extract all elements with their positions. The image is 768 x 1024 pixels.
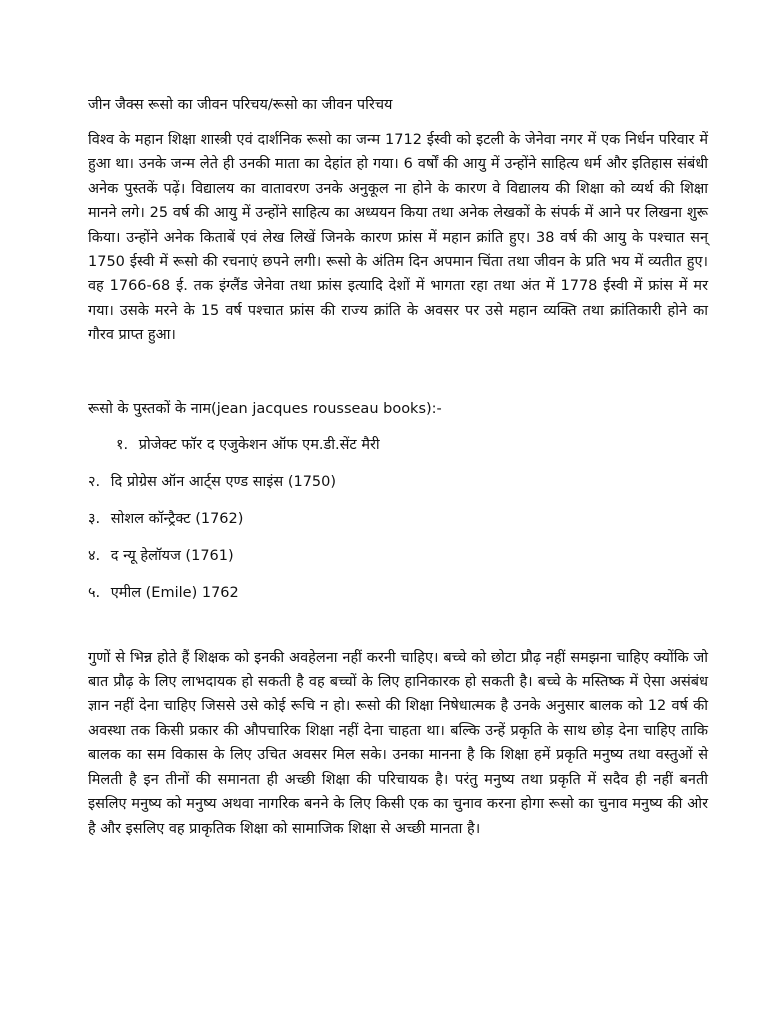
document-title: जीन जैक्स रूसो का जीवन परिचय/रूसो का जीवन परिचय (88, 97, 393, 113)
biography-paragraph: विश्व के महान शिक्षा शास्त्री एवं दार्शनिक रूसो का जन्म 1712 ईस्वी को इटली के जेनेवा नगर में एक निर्धन परिवार में हुआ था। उनके जन्म लेते ही उनकी माता का देहांत हो गया। 6 वर्षों की आयु में उन्होंने साहित्य धर्म और इतिहास संबंधी अनेक पुस्तकें पढ़ें। विद्यालय का वातावरण उनके अनुकूल ना होने के कारण वे विद्यालय की शिक्षा को व्यर्थ की शिक्षा मानने लगे। 25 वर्ष की आयु में उन्होंने साहित्य का अध्ययन किया तथा अनेक लेखकों के संपर्क में आने पर लिखना शुरू किया। उन्होंने अनेक किताबें एवं लेख लिखें जिनके कारण फ्रांस में महान क्रांति हुए। 38 वर्ष की आयु के पश्चात सन् 1750 ईस्वी में रूसो की रचनाएं छपने लगी। रूसो के अंतिम दिन अपमान चिंता तथा जीवन के प्रति भय में व्यतीत हुए। वह 1766-68 ई. तक इंग्लैंड जेनेवा तथा फ्रांस इत्यादि देशों में भागता रहा तथा अंत में 1778 ईस्वी में फ्रांस में मर गया। उसके मरने के 15 वर्ष पश्चात फ्रांस की राज्य क्रांति के अवसर पर उसे महान व्यक्ति तथा क्रांतिकारी होने का गौरव प्राप्त हुआ। (88, 132, 708, 344)
book-number: ३. (88, 510, 101, 527)
book-title: एमील (Emile) 1762 (110, 584, 239, 601)
book-number: ४. (88, 547, 101, 564)
book-number: ५. (88, 584, 101, 601)
book-item (88, 434, 708, 456)
book-item (88, 545, 708, 567)
education-philosophy-paragraph: गुणों से भिन्न होते हैं शिक्षक को इनकी अवहेलना नहीं करनी चाहिए। बच्चे को छोटा प्रौढ़ नहीं समझना चाहिए क्योंकि जो बात प्रौढ़ के लिए लाभदायक हो सकती है वह बच्चों के लिए हानिकारक हो सकती है। बच्चे के मस्तिष्क में ऐसा असंबंध ज्ञान नहीं देना चाहिए जिससे उसे कोई रूचि न हो। रूसो की शिक्षा निषेधात्मक है उनके अनुसार बालक को 12 वर्ष की अवस्था तक किसी प्रकार की औपचारिक शिक्षा नहीं देना चाहता था। बल्कि उन्हें प्रकृति के साथ छोड़ देना चाहिए ताकि बालक का सम विकास के लिए उचित अवसर मिल सके। उनका मानना है कि शिक्षा हमें प्रकृति मनुष्य तथा वस्तुओं से मिलती है इन तीनों की समानता ही अच्छी शिक्षा की परिचायक है। परंतु मनुष्य तथा प्रकृति में सदैव ही नहीं बनती इसलिए मनुष्य को मनुष्य अथवा नागरिक बनने के लिए किसी एक का चुनाव करना होगा रूसो का चुनाव मनुष्य की ओर है और इसलिए वह प्राकृतिक शिक्षा को सामाजिक शिक्षा से अच्छी मानता है। (88, 649, 708, 837)
book-list (88, 434, 708, 604)
book-title: सोशल कॉन्ट्रैक्ट (1762) (110, 510, 244, 527)
book-title: द न्यू हेलॉयज (1761) (110, 547, 234, 564)
book-title: प्रोजेक्ट फॉर द एजुकेशन ऑफ एम.डी.सेंट मैरी (138, 436, 380, 453)
book-item (88, 471, 708, 493)
book-item (88, 508, 708, 530)
book-number: १. (116, 436, 129, 453)
book-item (88, 582, 708, 604)
book-title: दि प्रोग्रेस ऑन आर्ट्स एण्ड साइंस (1750) (110, 473, 337, 490)
book-number: २. (88, 473, 101, 490)
books-heading: रूसो के पुस्तकों के नाम(jean jacques rousseau books):- (88, 400, 442, 417)
